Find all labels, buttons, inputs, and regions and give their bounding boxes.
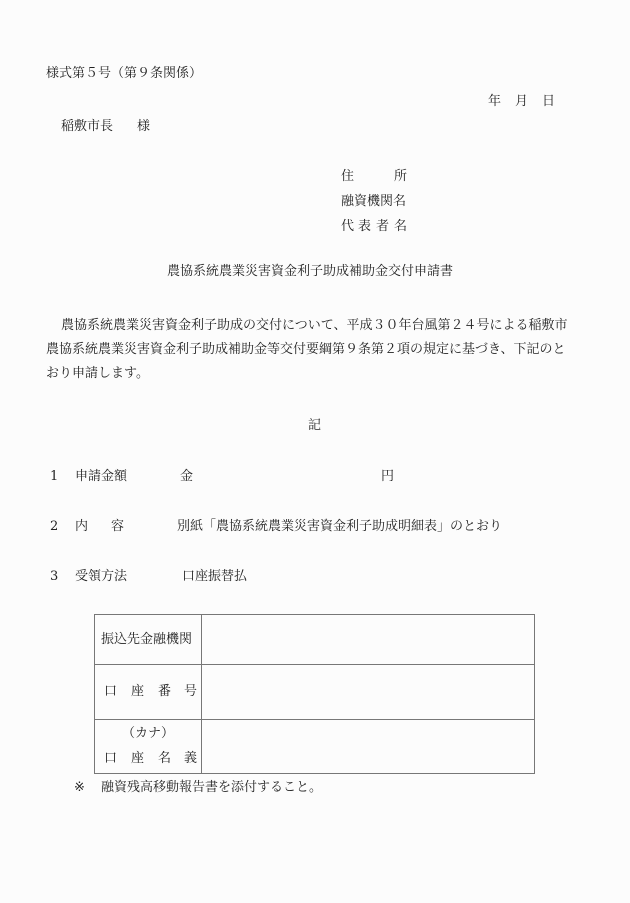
account-holder-char-1: 口 (104, 751, 118, 766)
item-3-value: 口座振替払 (182, 569, 248, 584)
rep-label-2: 表 (358, 219, 372, 234)
account-number-char-2: 座 (131, 684, 145, 699)
account-holder-value-field[interactable] (202, 720, 534, 774)
bank-account-table (94, 614, 535, 774)
account-number-char-3: 番 (158, 684, 172, 699)
table-row-account-number (95, 664, 534, 719)
rep-label-4: 名 (394, 219, 408, 234)
rep-label-3: 者 (376, 219, 390, 234)
bank-label: 振込先金融機関 (101, 632, 193, 647)
item-2-label-1: 内 (75, 519, 89, 534)
body-line-2: 農協系統農業災害資金利子助成補助金等交付要綱第９条第２項の規定に基づき、下記のと (46, 342, 566, 357)
addressee-honorific: 様 (137, 119, 151, 134)
rep-label-1: 代 (341, 219, 355, 234)
item-2-label-2: 容 (111, 519, 125, 534)
account-number-char-1: 口 (104, 684, 118, 699)
account-holder-label-cell (95, 720, 202, 774)
address-label-1: 住 (341, 169, 355, 184)
item-1-prefix: 金 (180, 469, 194, 484)
address-label-2: 所 (394, 169, 408, 184)
table-row-bank (95, 615, 534, 664)
document-title: 農協系統農業災害資金利子助成補助金交付申請書 (167, 264, 454, 279)
body-line-3: おり申請します。 (46, 366, 149, 381)
form-number: 様式第５号（第９条関係） (46, 66, 203, 81)
item-2-value: 別紙「農協系統農業災害資金利子助成明細表」のとおり (177, 519, 503, 534)
account-holder-char-4: 義 (184, 751, 198, 766)
date-day: 日 (542, 94, 556, 109)
ki-heading: 記 (308, 418, 322, 433)
item-1-number: 1 (50, 469, 59, 484)
institution-label: 融資機関名 (341, 194, 407, 209)
note-text: 融資残高移動報告書を添付すること。 (101, 780, 323, 795)
note-mark: ※ (74, 780, 85, 795)
addressee-name: 稲敷市長 (61, 119, 114, 134)
item-3-number: 3 (50, 569, 59, 584)
body-line-1: 農協系統農業災害資金利子助成の交付について、平成３０年台風第２４号による稲敷市 (61, 318, 568, 333)
bank-value-field[interactable] (202, 615, 534, 664)
account-holder-char-3: 名 (158, 751, 172, 766)
date-year: 年 (488, 94, 502, 109)
account-number-label-cell (95, 665, 202, 719)
account-number-char-4: 号 (184, 684, 198, 699)
item-1-suffix: 円 (381, 469, 395, 484)
item-3-label: 受領方法 (75, 569, 128, 584)
account-number-value-field[interactable] (202, 665, 534, 719)
date-month: 月 (515, 94, 529, 109)
item-2-number: 2 (50, 519, 59, 534)
item-1-label: 申請金額 (75, 469, 128, 484)
table-row-account-holder (95, 719, 534, 774)
kana-label: （カナ） (122, 726, 175, 741)
account-holder-char-2: 座 (131, 751, 145, 766)
bank-label-cell (95, 615, 202, 664)
